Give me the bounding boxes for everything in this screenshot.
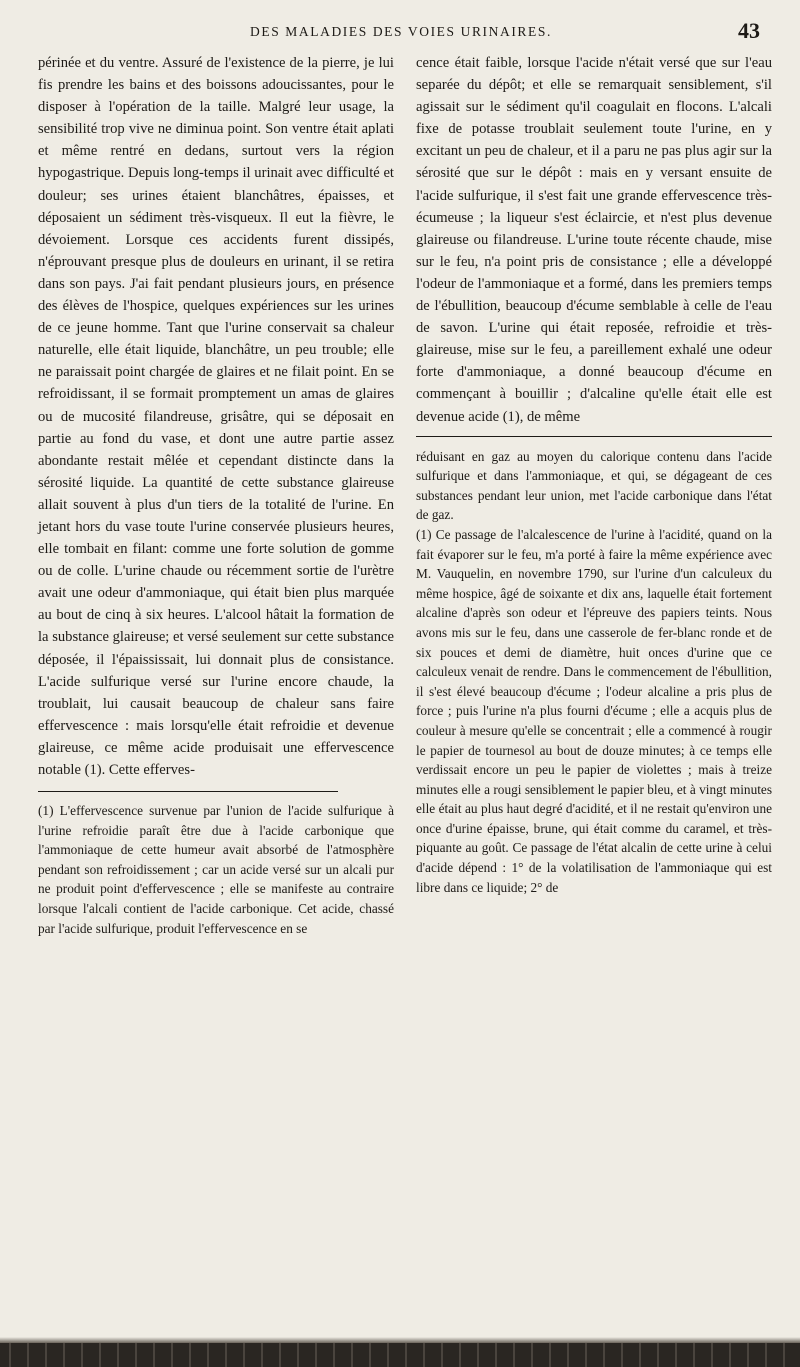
right-body-text: cence était faible, lorsque l'acide n'était versé que sur l'eau separée du dépôt; et elle se remarquait sensiblement, s'il agissait sur le sédiment qu'il coagulait en flocons. L'alcali fixe de potasse troublait seulement toute l'urine, en y excitant un peu de chaleur, et il a paru ne pas plus agir sur la sérosité que sur le dépôt : mais en y versant ensuite de l'acide sulfurique, il s'est fait une grande effervescence très-écumeuse ; la liqueur s'est éclaircie, et n'est plus devenue glaireuse ou filandreuse. L'urine toute récente chaude, mise sur le feu, n'a point pris de consistance ; elle a développé l'odeur de l'ammoniaque et a formé, dans les premiers temps de l'ébullition, beaucoup d'écume semblable à celle de l'eau de savon. L'urine qui était reposée, refroidie et très-glaireuse, mise sur le feu, a pareillement exhalé une odeur forte d'ammoniaque, a donné beaucoup d'écume en commençant à bouillir ; d'alcaline qu'elle était elle est devenue acide (1), de même [416, 55, 772, 425]
left-body-text: périnée et du ventre. Assuré de l'existence de la pierre, je lui fis prendre les bains et des boissons adoucissantes, pour le disposer à l'opération de la taille. Malgré leur usage, la sensibilité trop vive ne diminua point. Son ventre était aplati et même rentré en dedans, surtout vers la région hypogastrique. Depuis long-temps il urinait avec difficulté et douleur; ses urines étaient blanchâtres, épaisses, et déposaient un sédiment très-visqueux. Il eut la fièvre, le dévoiement. Lorsque ces accidents furent dissipés, n'éprouvant presque plus de douleurs en urinant, il se retira dans son pays. J'ai fait pendant plusieurs jours, en présence des élèves de l'hospice, quelques expériences sur les urines de ce jeune homme. Tant que l'urine conservait sa chaleur naturelle, elle était liquide, blanchâtre, un peu trouble; elle ne paraissait point chargée de glaires et ne filait point. En se refroidissant, il se formait promptement un amas de glaires ou de mucosité filandreuse, grisâtre, qui se déposait en partie au fond du vase, et dont une autre partie assez abondante restait mêlée et cependant distincte dans la sérosité liquide. La quantité de cette substance glaireuse allait souvent à plus d'un tiers de la totalité de l'urine. En jetant hors du vase toute l'urine conservée plusieurs heures, elle tombait en filant: comme une forte solution de gomme ou de colle. L'urine chaude ou récemment sortie de l'urètre avait une odeur d'ammoniaque, qui était bien plus marquée au bout de cinq à six heures. L'alcool hâtait la formation de la substance glaireuse; et versé seulement sur cette substance déposée, il l'épaississait, lui donnait plus de consistance. L'acide sulfurique versé sur l'urine encore chaude, la troublait, lui causait beaucoup de chaleur sans faire effervescence : mais lorsqu'elle était refroidie et devenue glaireuse, ce même acide produisait une effervescence notable (1). Cette efferves- [38, 55, 394, 778]
running-title: DES MALADIES DES VOIES URINAIRES. [250, 24, 552, 39]
left-footnote: (1) L'effervescence survenue par l'union de l'acide sulfurique à l'urine refroidie paraît être due à l'acide carbonique que l'ammoniaque de cette humeur avait absorbé de l'atmosphère pendant son refroidissement ; car un acide versé sur un alcali pur ne produit point d'effervescence ; elle se manifeste au contraire lorsque l'alcali contient de l'acide carbonique. Cet acide, chassé par l'acide sulfurique, produit l'effervescence en se [38, 803, 394, 936]
left-column [38, 52, 394, 938]
footnote-separator [38, 791, 338, 792]
right-footnote: (1) Ce passage de l'alcalescence de l'urine à l'acidité, quand on la fait évaporer sur le feu, m'a porté à faire la même expérience avec M. Vauquelin, en novembre 1790, sur l'urine d'un calculeux du même hospice, âgé de soixante et dix ans, laquelle était fortement alcaline d'après son odeur et l'épreuve des papiers teints. Nous avons mis sur le feu, dans une casserole de fer-blanc ronde et de six pouces et demi de diamètre, huit onces d'urine que ce calculeux venait de rendre. Dans le commencement de l'ébullition, il s'est élevé beaucoup d'écume ; l'odeur alcaline a pris plus de force ; puis l'urine n'a plus fourni d'écume ; elle a acquis plus de couleur à mesure qu'elle se concentrait ; elle a commencé à rougir le papier de tournesol au bout de douze minutes; à ce temps elle verdissait encore un peu le papier de violettes ; mais à treize minutes elle a rougi sensiblement le papier bleu, et à vingt minutes elle était au plus haut degré d'acidité, et il ne restait qu'environ une once d'urine épaisse, brune, qui était comme du caramel, et très-piquante au goût. Ce passage de l'état alcalin de cette urine à celui d'acide dépend : 1° de la volatilisation de l'ammoniaque qui est libre dans ce liquide; 2° de [416, 526, 772, 895]
right-column [416, 52, 772, 897]
page-header [40, 18, 760, 48]
footnote-separator [416, 436, 772, 437]
scan-bottom-edge [0, 1343, 800, 1367]
page-number: 43 [738, 18, 760, 43]
footnote-continuation: réduisant en gaz au moyen du calorique contenu dans l'acide sulfurique et dans l'ammoniaque, et qui, se dégageant de ces substances pendant leur union, met l'acide carbonique dans l'état de gaz. [416, 448, 772, 523]
